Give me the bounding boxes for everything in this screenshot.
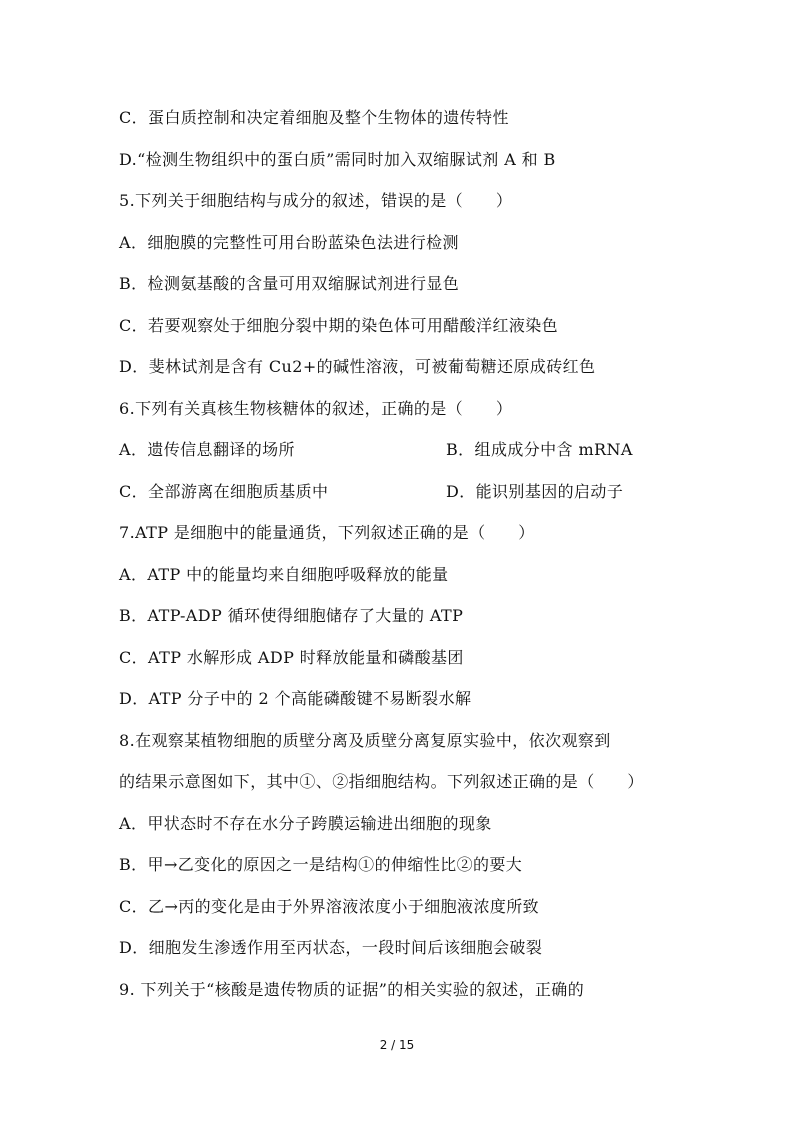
question-6-option-c: C．全部游离在细胞质基质中: [119, 482, 329, 501]
question-7-option-a: A．ATP 中的能量均来自细胞呼吸释放的能量: [119, 565, 449, 584]
question-7-option-d: D．ATP 分子中的 2 个高能磷酸键不易断裂水解: [119, 689, 472, 708]
question-8-stem: 8.在观察某植物细胞的质壁分离及质壁分离复原实验中，依次观察到: [119, 731, 611, 750]
question-5-option-b: B．检测氨基酸的含量可用双缩脲试剂进行显色: [119, 274, 460, 293]
question-8-option-a: A．甲状态时不存在水分子跨膜运输进出细胞的现象: [119, 814, 492, 833]
question-8-option-b: B．甲→乙变化的原因之一是结构①的伸缩性比②的要大: [119, 855, 523, 874]
question-8-option-c: C．乙→丙的变化是由于外界溶液浓度小于细胞液浓度所致: [119, 897, 540, 916]
question-5-option-d: D．斐林试剂是含有 Cu2+的碱性溶液，可被葡萄糖还原成砖红色: [119, 357, 596, 376]
text-line: C．蛋白质控制和决定着细胞及整个生物体的遗传特性: [119, 108, 509, 127]
question-5-option-c: C．若要观察处于细胞分裂中期的染色体可用醋酸洋红液染色: [119, 316, 559, 335]
question-6-option-b: B．组成成分中含 mRNA: [446, 440, 633, 459]
question-9-stem: 9. 下列关于“核酸是遗传物质的证据”的相关实验的叙述，正确的: [119, 980, 585, 999]
question-7-stem: 7.ATP 是细胞中的能量通货，下列叙述正确的是（ ）: [119, 523, 535, 542]
question-7-option-b: B．ATP-ADP 循环使得细胞储存了大量的 ATP: [119, 606, 464, 625]
question-8-option-d: D．细胞发生渗透作用至丙状态，一段时间后该细胞会破裂: [119, 938, 543, 957]
question-7-option-c: C．ATP 水解形成 ADP 时释放能量和磷酸基团: [119, 648, 464, 667]
question-6-stem: 6.下列有关真核生物核糖体的叙述，正确的是（ ）: [119, 399, 513, 418]
question-6-option-d: D．能识别基因的启动子: [446, 482, 624, 501]
page-number: 2 / 15: [379, 1038, 415, 1052]
question-6-option-a: A．遗传信息翻译的场所: [119, 440, 295, 459]
question-5-stem: 5.下列关于细胞结构与成分的叙述，错误的是（ ）: [119, 191, 513, 210]
question-5-option-a: A．细胞膜的完整性可用台盼蓝染色法进行检测: [119, 233, 459, 252]
question-8-stem-continued: 的结果示意图如下，其中①、②指细胞结构。下列叙述正确的是（ ）: [119, 772, 644, 791]
text-line: D.“检测生物组织中的蛋白质”需同时加入双缩脲试剂 A 和 B: [119, 150, 556, 169]
